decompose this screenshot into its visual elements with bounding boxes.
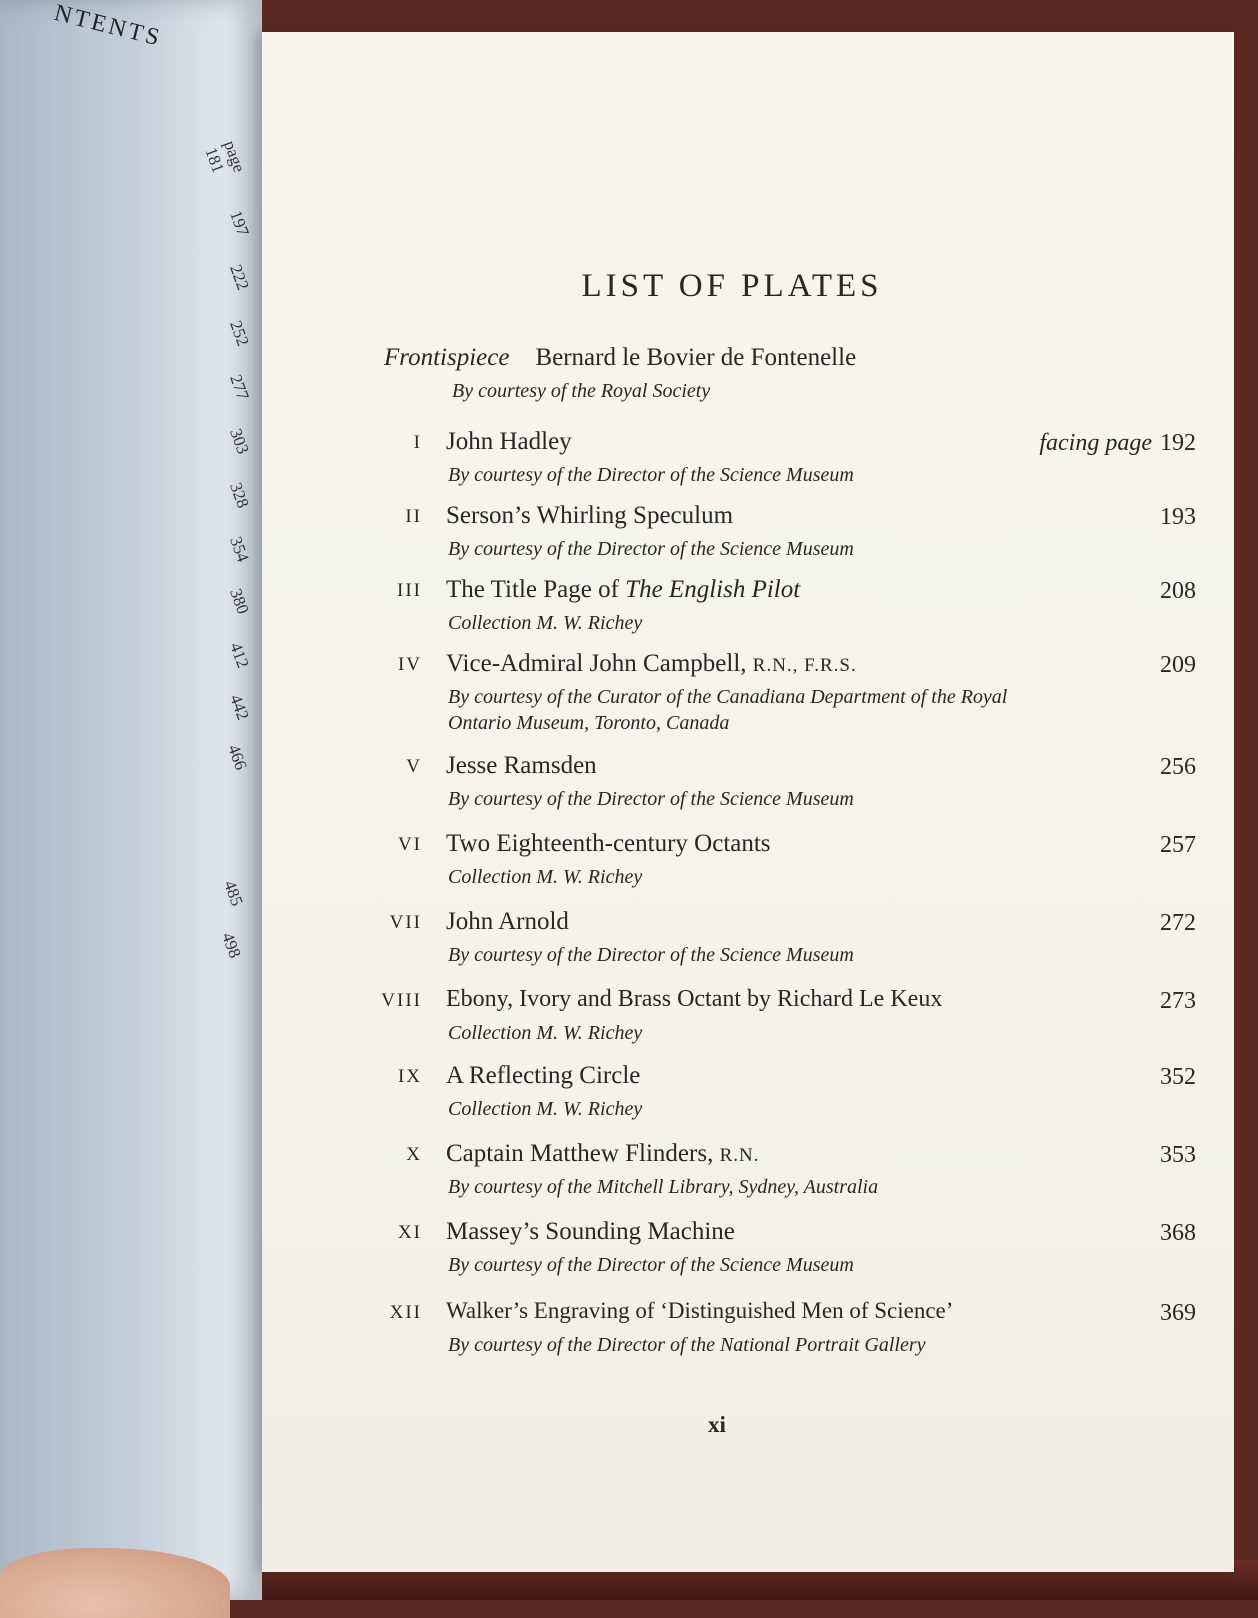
plate-title — [446, 650, 857, 678]
plate-page-number: 192 — [1160, 430, 1196, 456]
plate-numeral: IV — [397, 654, 422, 675]
left-page-number: 412 — [226, 640, 253, 671]
left-page-number: 303 — [226, 426, 253, 457]
plate-page-number: 208 — [1160, 578, 1196, 604]
plate-numeral: V — [406, 756, 422, 777]
plate-numeral: VI — [397, 834, 422, 855]
plate-credit: Collection M. W. Richey — [448, 1022, 643, 1044]
left-page — [0, 0, 262, 1600]
plate-numeral: VIII — [381, 990, 422, 1011]
frontispiece-name: Bernard le Bovier de Fontenelle — [535, 344, 857, 371]
plate-page-number: 209 — [1160, 652, 1196, 678]
plate-credit: Collection M. W. Richey — [448, 612, 643, 634]
frontispiece-credit: By courtesy of the Royal Society — [452, 380, 711, 402]
page-title: LIST OF PLATES — [581, 268, 883, 304]
plate-title-text: Vice-Admiral John Campbell, — [446, 650, 753, 677]
plate-page — [1030, 430, 1196, 457]
plate-credit: By courtesy of the Director of the Science Museum — [448, 944, 854, 966]
plate-page-number: 273 — [1160, 988, 1196, 1014]
frontispiece-entry — [384, 344, 857, 402]
plate-page-number: 369 — [1160, 1300, 1196, 1326]
plate-numeral: II — [405, 506, 422, 527]
plate-title: Serson’s Whirling Speculum — [446, 502, 734, 529]
frontispiece-label: Frontispiece — [384, 344, 510, 371]
plate-credit: By courtesy of the Director of the Science Museum — [448, 1254, 854, 1276]
left-page-number: 442 — [226, 692, 253, 723]
right-page — [262, 32, 1234, 1572]
plate-credit: Collection M. W. Richey — [448, 1098, 643, 1120]
page-folio: xi — [708, 1412, 726, 1437]
plate-numeral: VII — [389, 912, 422, 933]
plate-title: A Reflecting Circle — [446, 1062, 641, 1089]
plate-title-honorifics: R.N. — [719, 1145, 760, 1166]
plate-page-number: 256 — [1160, 754, 1196, 780]
plate-numeral: I — [413, 432, 422, 453]
plate-title: John Arnold — [446, 908, 569, 935]
plate-page-number: 272 — [1160, 910, 1196, 936]
left-page-number: 466 — [224, 742, 251, 773]
plate-page-number: 193 — [1160, 504, 1196, 530]
plate-credit: By courtesy of the Director of the Science Museum — [448, 464, 854, 486]
plate-numeral: XI — [397, 1222, 422, 1243]
plate-numeral: X — [406, 1144, 422, 1165]
facing-page-label: facing page — [1039, 430, 1152, 456]
plate-title: Two Eighteenth-century Octants — [446, 830, 771, 857]
plate-credit: By courtesy of the Director of the National Portrait Gallery — [448, 1334, 926, 1356]
plate-title — [446, 576, 800, 604]
left-page-number: 277 — [226, 372, 253, 403]
plate-title: John Hadley — [446, 428, 572, 455]
plate-title-italic: The English Pilot — [625, 576, 801, 603]
plate-credit: By courtesy of the Director of the Science Museum — [448, 788, 854, 810]
plate-title — [446, 1140, 759, 1168]
plate-title: Massey’s Sounding Machine — [446, 1218, 735, 1245]
plate-numeral: XII — [389, 1302, 422, 1323]
plate-title: Jesse Ramsden — [446, 752, 597, 779]
plate-page-number: 353 — [1160, 1142, 1196, 1168]
left-page-heading: NTENTS — [51, 0, 165, 52]
left-page-number: 252 — [226, 318, 253, 349]
left-page-number: 354 — [226, 534, 253, 565]
plate-credit: Collection M. W. Richey — [448, 866, 643, 888]
plate-title-text: The Title Page of — [446, 576, 626, 603]
plate-title-honorifics: R.N., F.R.S. — [752, 655, 857, 676]
plate-credit: By courtesy of the Director of the Science Museum — [448, 538, 854, 560]
plate-page-number: 368 — [1160, 1220, 1196, 1246]
left-page-number: 328 — [226, 480, 253, 511]
plate-title-text: Captain Matthew Flinders, — [446, 1140, 720, 1167]
plate-credit: By courtesy of the Curator of the Canadiana Department of the Royal Ontario Museum, Toronto, Canada — [448, 686, 1008, 734]
plate-title: Walker’s Engraving of ‘Distinguished Men of Science’ — [446, 1298, 954, 1323]
left-page-number: 498 — [218, 930, 245, 961]
left-page-number: 380 — [226, 586, 253, 617]
left-page-number: 197 — [226, 208, 253, 239]
plate-numeral: III — [397, 580, 422, 601]
plate-title: Ebony, Ivory and Brass Octant by Richard Le Keux — [446, 986, 943, 1012]
left-page-number: 222 — [226, 262, 253, 293]
left-page-number: page 181 — [201, 138, 249, 176]
plate-page-number: 257 — [1160, 832, 1196, 858]
plate-numeral: IX — [397, 1066, 422, 1087]
plate-page-number: 352 — [1160, 1064, 1196, 1090]
plate-credit: By courtesy of the Mitchell Library, Sydney, Australia — [448, 1176, 879, 1198]
left-page-number: 485 — [220, 878, 247, 909]
